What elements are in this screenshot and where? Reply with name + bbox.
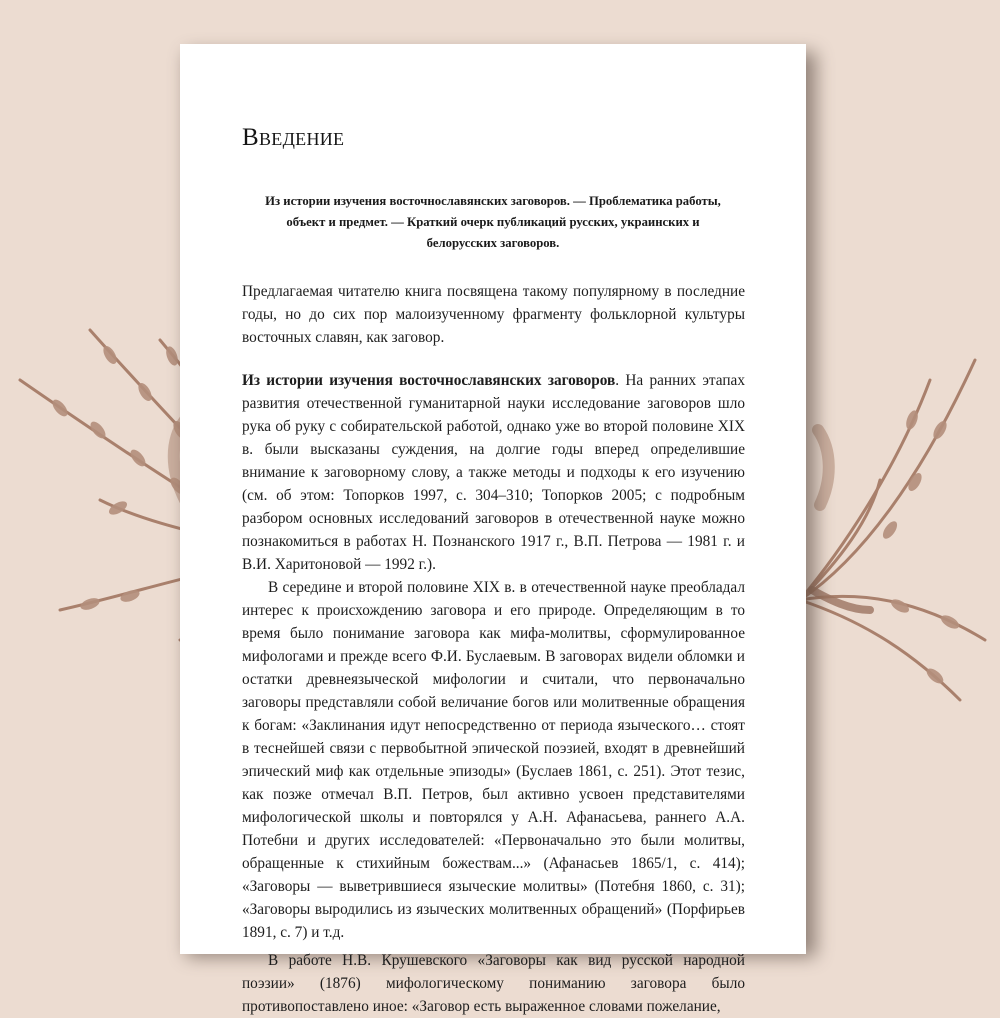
paragraph-intro bbox=[242, 280, 745, 349]
page-body bbox=[242, 280, 745, 1018]
paragraph-text: В работе Н.В. Крушевского «Заговоры как вид русской народной поэзии» (1876) мифологическому пониманию заговора было противопоставлено иное: «Заговор есть выраженное словами пожелание, bbox=[242, 952, 745, 1015]
paragraph-krushevsky bbox=[242, 949, 745, 1018]
paragraph-text: Предлагаемая читателю книга посвящена такому популярному в последние годы, но до сих пор малоизученному фрагменту фольклорной культуры восточных славян, как заговор. bbox=[242, 283, 745, 346]
book-page bbox=[180, 44, 806, 1015]
paragraph-text: В середине и второй половине XIX в. в отечественной науке преобладал интерес к происхождению заговора и его природе. Определяющим в то время было понимание заговора как мифа-молитвы, сформулированное мифологами и прежде всего Ф.И. Буслаевым. В заговорах видели обломки и остатки древнеязыческой мифологии и считали, что первоначально заговоры представляли собой величание богов или молитвенные обращения к богам: «Заклинания идут непосредственно от периода языческого… стоят в теснейшей связи с первобытной эпической поэзией, входят в древнейший эпический миф как отдельные эпизоды» (Буслаев 1861, с. 251). Этот тезис, как позже отмечал В.П. Петров, был активно усвоен представителями мифологической школы и повторялся у А.Н. Афанасьева, раннего А.А. Потебни и других исследователей: «Первоначально это были молитвы, обращенные к стихийным божествам...» (Афанасьев 1865/1, с. 414); «Заговоры — выветрившиеся языческие молитвы» (Потебня 1860, с. 31); «Заговоры выродились из языческих молитвенных обращений» (Порфирьев 1891, с. 7) и т.д. bbox=[242, 579, 745, 941]
decorative-stroke bbox=[818, 430, 829, 505]
section-lead-in: Из истории изучения восточнославянских заговоров bbox=[242, 372, 616, 389]
paragraph-text: . На ранних этапах развития отечественной гуманитарной науки исследование заговоров шло рука об руку с собирательской работой, однако уже во второй половине XIX в. были высказаны суждения, на долгие годы вперед определившие внимание к заговорному слову, а также методы и подходы к его изучению (см. об этом: Топорков 1997, с. 304–310; Топорков 2005; с подробным разбором основных исследований заговоров в отечественной науке можно познакомиться в работах Н. Познанского 1917 г., В.П. Петрова — 1981 г. и В.И. Харитоновой — 1992 г.). bbox=[242, 372, 745, 573]
paragraph-history bbox=[242, 369, 745, 576]
paragraph-mythology bbox=[242, 576, 745, 944]
chapter-title: Введение bbox=[242, 124, 345, 151]
chapter-summary: Из истории изучения восточнославянских заговоров. — Проблематика работы, объект и предмет. — Краткий очерк публикаций русских, украинских и белорусских заговоров. bbox=[265, 194, 721, 250]
